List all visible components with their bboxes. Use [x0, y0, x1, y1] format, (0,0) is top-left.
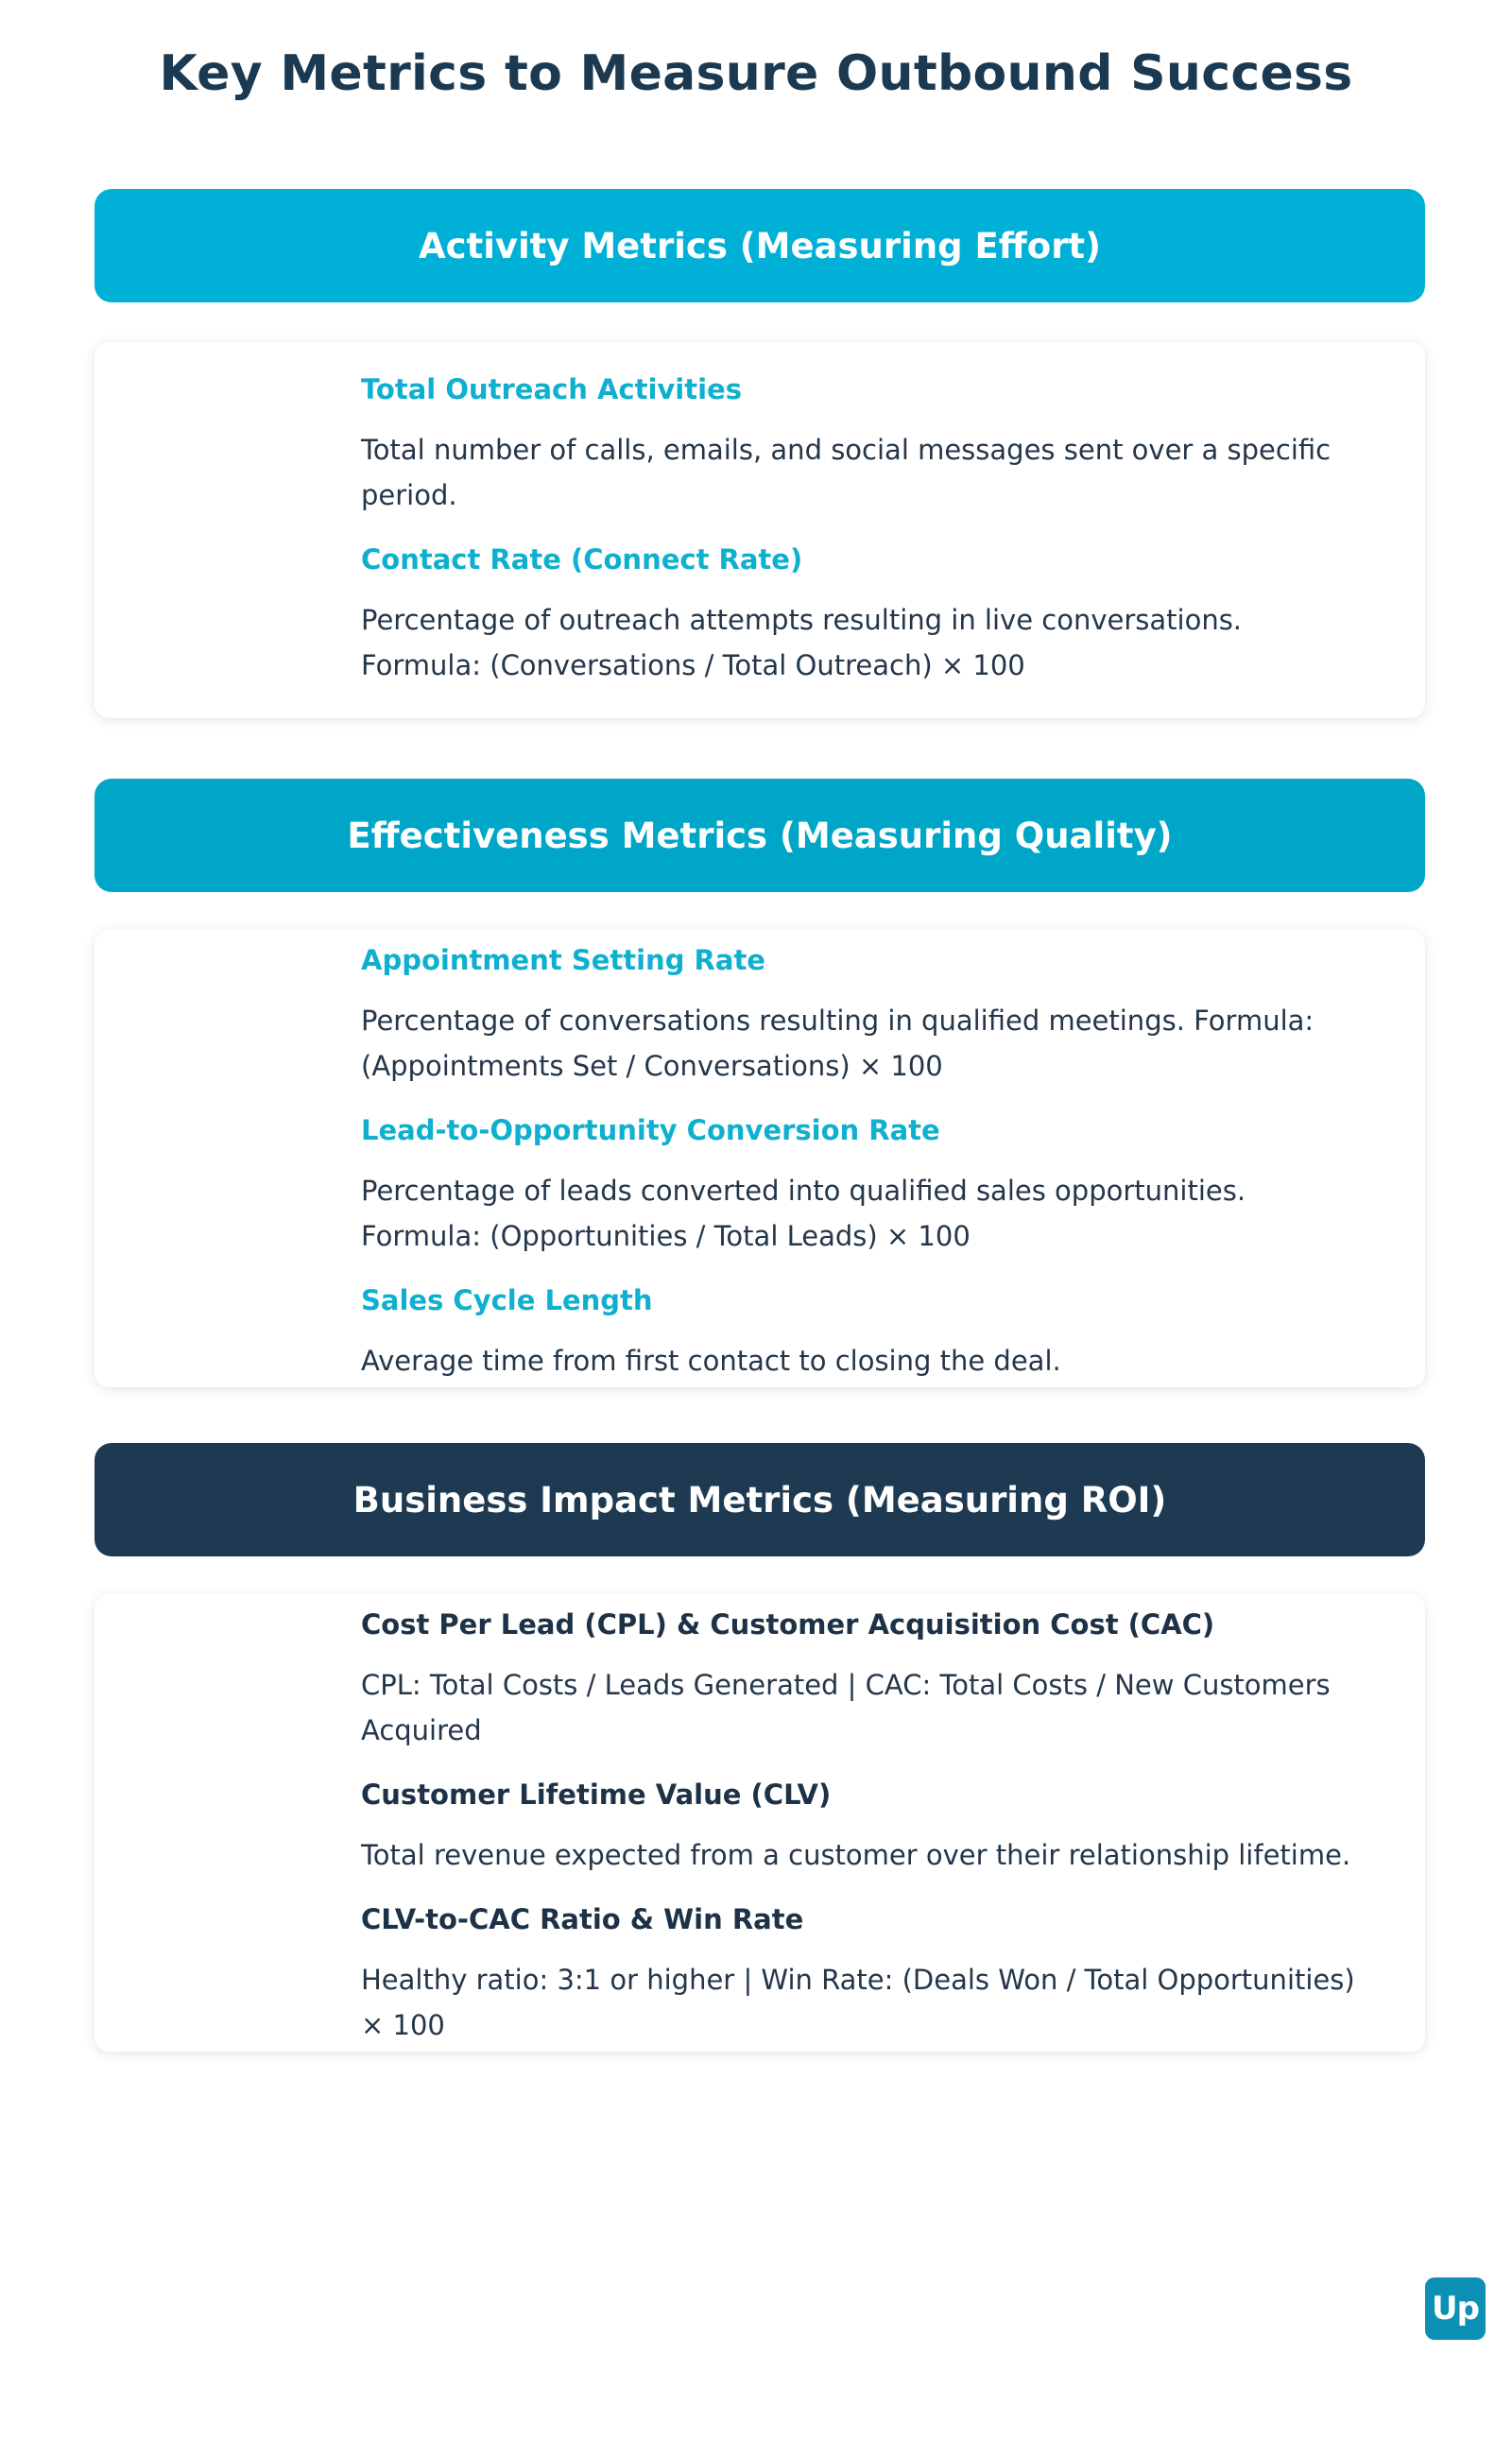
metric-title: Contact Rate (Connect Rate) [361, 543, 803, 576]
metric-description: CPL: Total Costs / Leads Generated | CAC: Total Costs / New Customers Acquired [361, 1669, 1331, 1746]
metric-title: Cost Per Lead (CPL) & Customer Acquisition Cost (CAC) [361, 1608, 1215, 1641]
metric-title: Total Outreach Activities [361, 373, 742, 405]
metric-description: Percentage of outreach attempts resulting in live conversations. Formula: (Conversations / Total Outreach) × 100 [361, 604, 1243, 681]
metric-description: Healthy ratio: 3:1 or higher | Win Rate: (Deals Won / Total Opportunities) × 100 [361, 1964, 1355, 2041]
metric-description: Average time from first contact to closing the deal. [361, 1345, 1061, 1377]
section-header-business-impact: Business Impact Metrics (Measuring ROI) [94, 1443, 1425, 1556]
metric-description: Percentage of conversations resulting in qualified meetings. Formula: (Appointments Set / Conversations) × 100 [361, 1005, 1314, 1082]
section-header-activity: Activity Metrics (Measuring Effort) [94, 189, 1425, 302]
metric-description: Total number of calls, emails, and social messages sent over a specific period. [361, 434, 1332, 511]
metric-title: Appointment Setting Rate [361, 944, 765, 976]
card-effectiveness-metrics [94, 930, 1425, 1387]
metric-description: Total revenue expected from a customer over their relationship lifetime. [361, 1839, 1351, 1871]
metric-title: Lead-to-Opportunity Conversion Rate [361, 1114, 940, 1146]
upwork-logo-icon: Up [1425, 2277, 1486, 2340]
metric-title: CLV-to-CAC Ratio & Win Rate [361, 1903, 804, 1935]
page-title: Key Metrics to Measure Outbound Success [159, 45, 1353, 102]
card-business-impact-metrics [94, 1594, 1425, 2052]
metric-description: Percentage of leads converted into qualified sales opportunities. Formula: (Opportunities / Total Leads) × 100 [361, 1175, 1246, 1252]
section-header-effectiveness: Effectiveness Metrics (Measuring Quality) [94, 779, 1425, 892]
metric-title: Customer Lifetime Value (CLV) [361, 1778, 832, 1811]
card-activity-metrics [94, 342, 1425, 718]
metric-title: Sales Cycle Length [361, 1284, 653, 1316]
